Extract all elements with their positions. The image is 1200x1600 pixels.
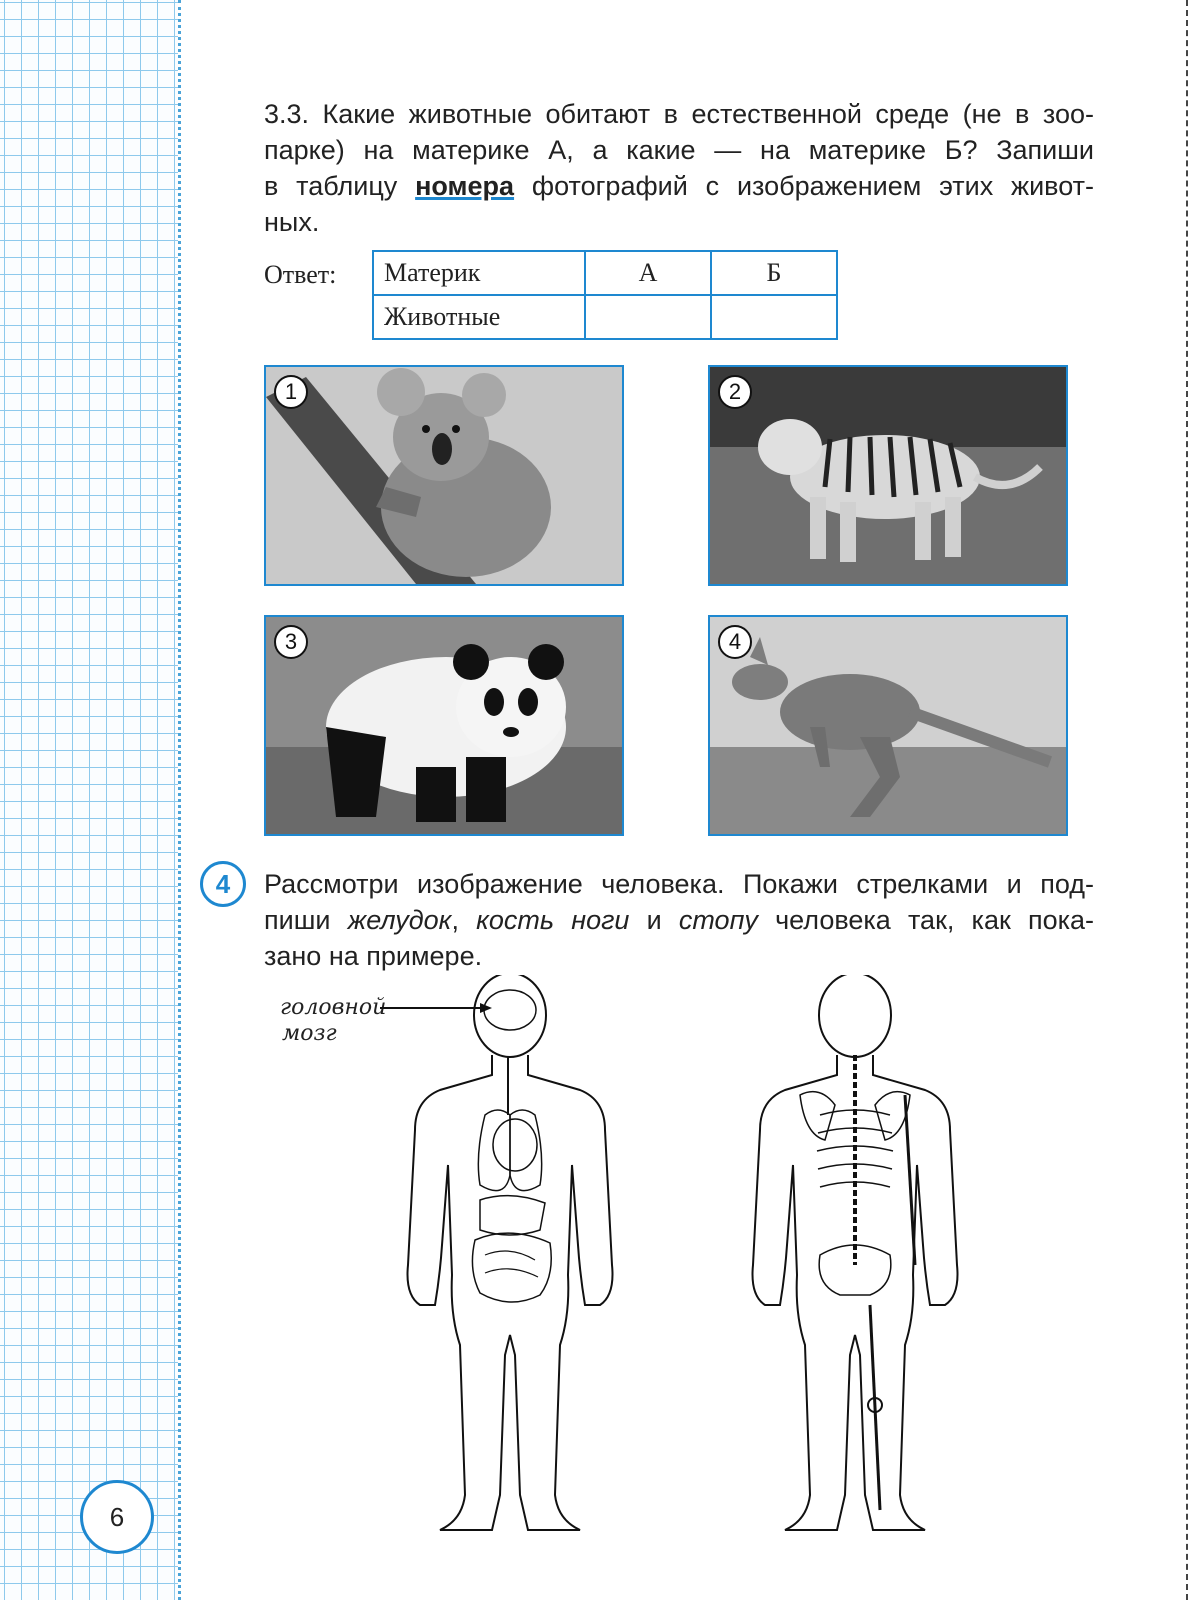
photo-koala	[264, 365, 624, 586]
task-3-3-line-4: ных.	[264, 207, 320, 237]
koala-image	[266, 367, 622, 584]
human-anatomy-figures	[380, 975, 1100, 1550]
photo-number-1: 1	[274, 375, 308, 409]
example-label: головной мозг	[280, 995, 387, 1046]
task-4-text	[264, 866, 1094, 974]
arrow-head-icon	[480, 1003, 492, 1013]
page-number: 6	[80, 1480, 154, 1554]
photo-tiger	[708, 365, 1068, 586]
task-4-number: 4	[200, 861, 246, 907]
answer-table	[372, 250, 838, 340]
human-back-figure	[753, 975, 958, 1530]
table-row	[373, 251, 837, 295]
numbers-emphasis: номера	[415, 171, 515, 201]
word-leg-bone: кость ноги	[476, 905, 630, 935]
answer-cell-b[interactable]	[711, 295, 837, 339]
task-4-line-1: Рассмотри изображение человека. Покажи стрелками и под-	[264, 869, 1094, 899]
photo-number-4: 4	[718, 625, 752, 659]
task-3-3-line-3: в таблицу номера фотографий с изображением этих живот-	[264, 171, 1095, 201]
photo-number-2: 2	[718, 375, 752, 409]
answer-cell-a[interactable]	[585, 295, 711, 339]
margin-dotted-line	[178, 0, 181, 1600]
photo-panda	[264, 615, 624, 836]
human-front-figure	[408, 975, 613, 1530]
task-3-3-line-2: парке) на материке А, а какие — на материке Б? Запиши	[264, 135, 1094, 165]
graph-paper-margin	[0, 0, 178, 1600]
header-cell: Б	[711, 251, 837, 295]
answer-label: Ответ:	[264, 260, 337, 289]
table-row	[373, 295, 837, 339]
header-cell: Материк	[373, 251, 585, 295]
kangaroo-image	[710, 617, 1066, 834]
row-label-cell: Животные	[373, 295, 585, 339]
word-stomach: желудок	[347, 905, 452, 935]
task-3-3-text	[264, 96, 1094, 240]
word-foot: стопу	[678, 905, 758, 935]
task-4-line-2: пиши желудок, кость ноги и стопу человека так, как пока-	[264, 905, 1094, 935]
task-3-3-line-1: 3.3. Какие животные обитают в естественной среде (не в зоо-	[264, 99, 1094, 129]
panda-image	[266, 617, 622, 834]
header-cell: А	[585, 251, 711, 295]
tiger-image	[710, 367, 1066, 584]
photo-number-3: 3	[274, 625, 308, 659]
cut-line	[1186, 0, 1188, 1600]
photo-kangaroo	[708, 615, 1068, 836]
task-4-line-3: зано на примере.	[264, 941, 483, 971]
